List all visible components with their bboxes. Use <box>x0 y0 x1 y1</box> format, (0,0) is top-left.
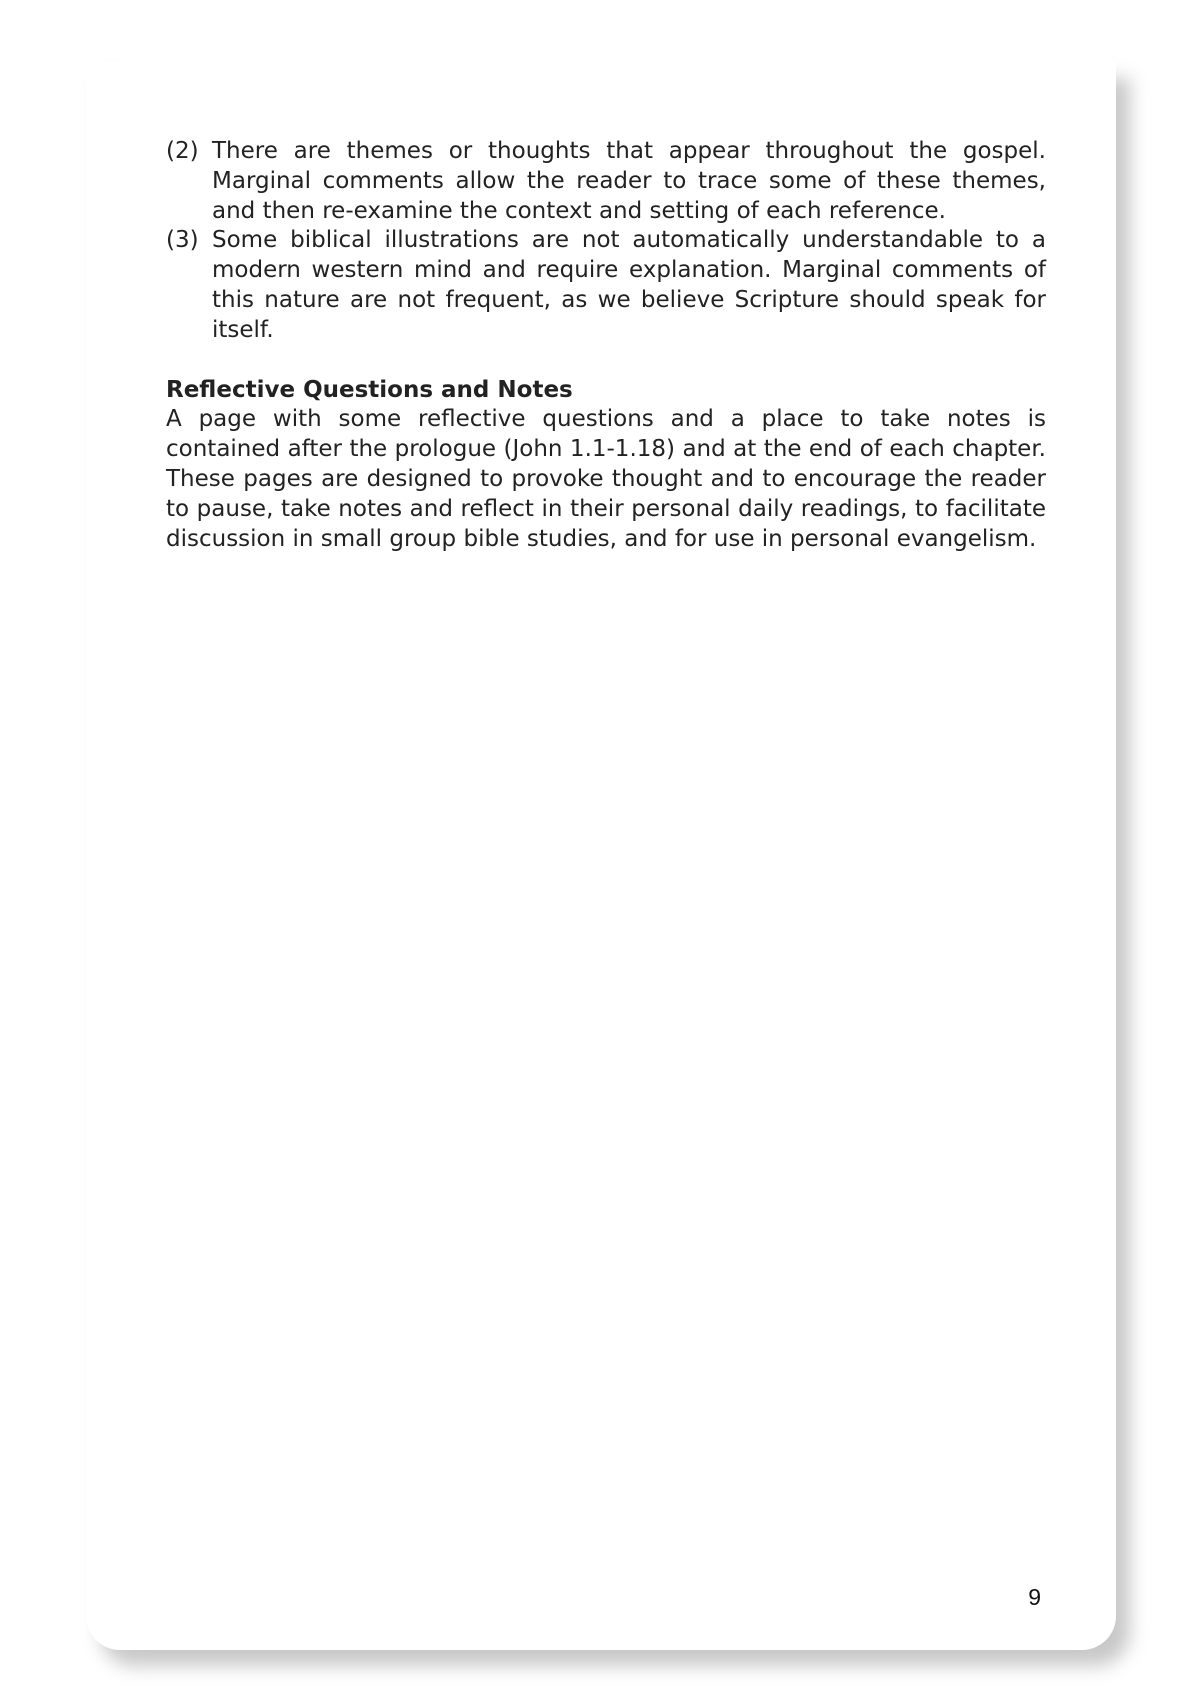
list-item-number: (2) <box>166 138 199 164</box>
page-number: 9 <box>1028 1584 1041 1610</box>
list-item <box>166 226 1046 345</box>
document-page <box>86 62 1116 1650</box>
list-item-number: (3) <box>166 227 199 254</box>
list-item-text: There are themes or thoughts that appear throughout the gospel. Marginal comments allow the reader to trace some of these themes, and then re-examine the context and setting of each reference. <box>212 138 1046 224</box>
section-heading: Reflective Questions and Notes <box>166 376 573 403</box>
list-item <box>166 137 1046 226</box>
list-item-text: Some biblical illustrations are not automatically understandable to a modern western mind and require explanation. Marginal comments of this nature are not frequent, as we believe Scripture should speak for itself. <box>212 227 1046 343</box>
section-paragraph: A page with some reflective questions and a place to take notes is contained after the prologue (John 1.1-1.18) and at the end of each chapter. These pages are designed to provoke thought and to encourage the reader to pause, take notes and reflect in their personal daily readings, to facilitate discussion in small group bible studies, and for use in personal evangelism. <box>166 406 1046 552</box>
page-content <box>166 137 1046 554</box>
